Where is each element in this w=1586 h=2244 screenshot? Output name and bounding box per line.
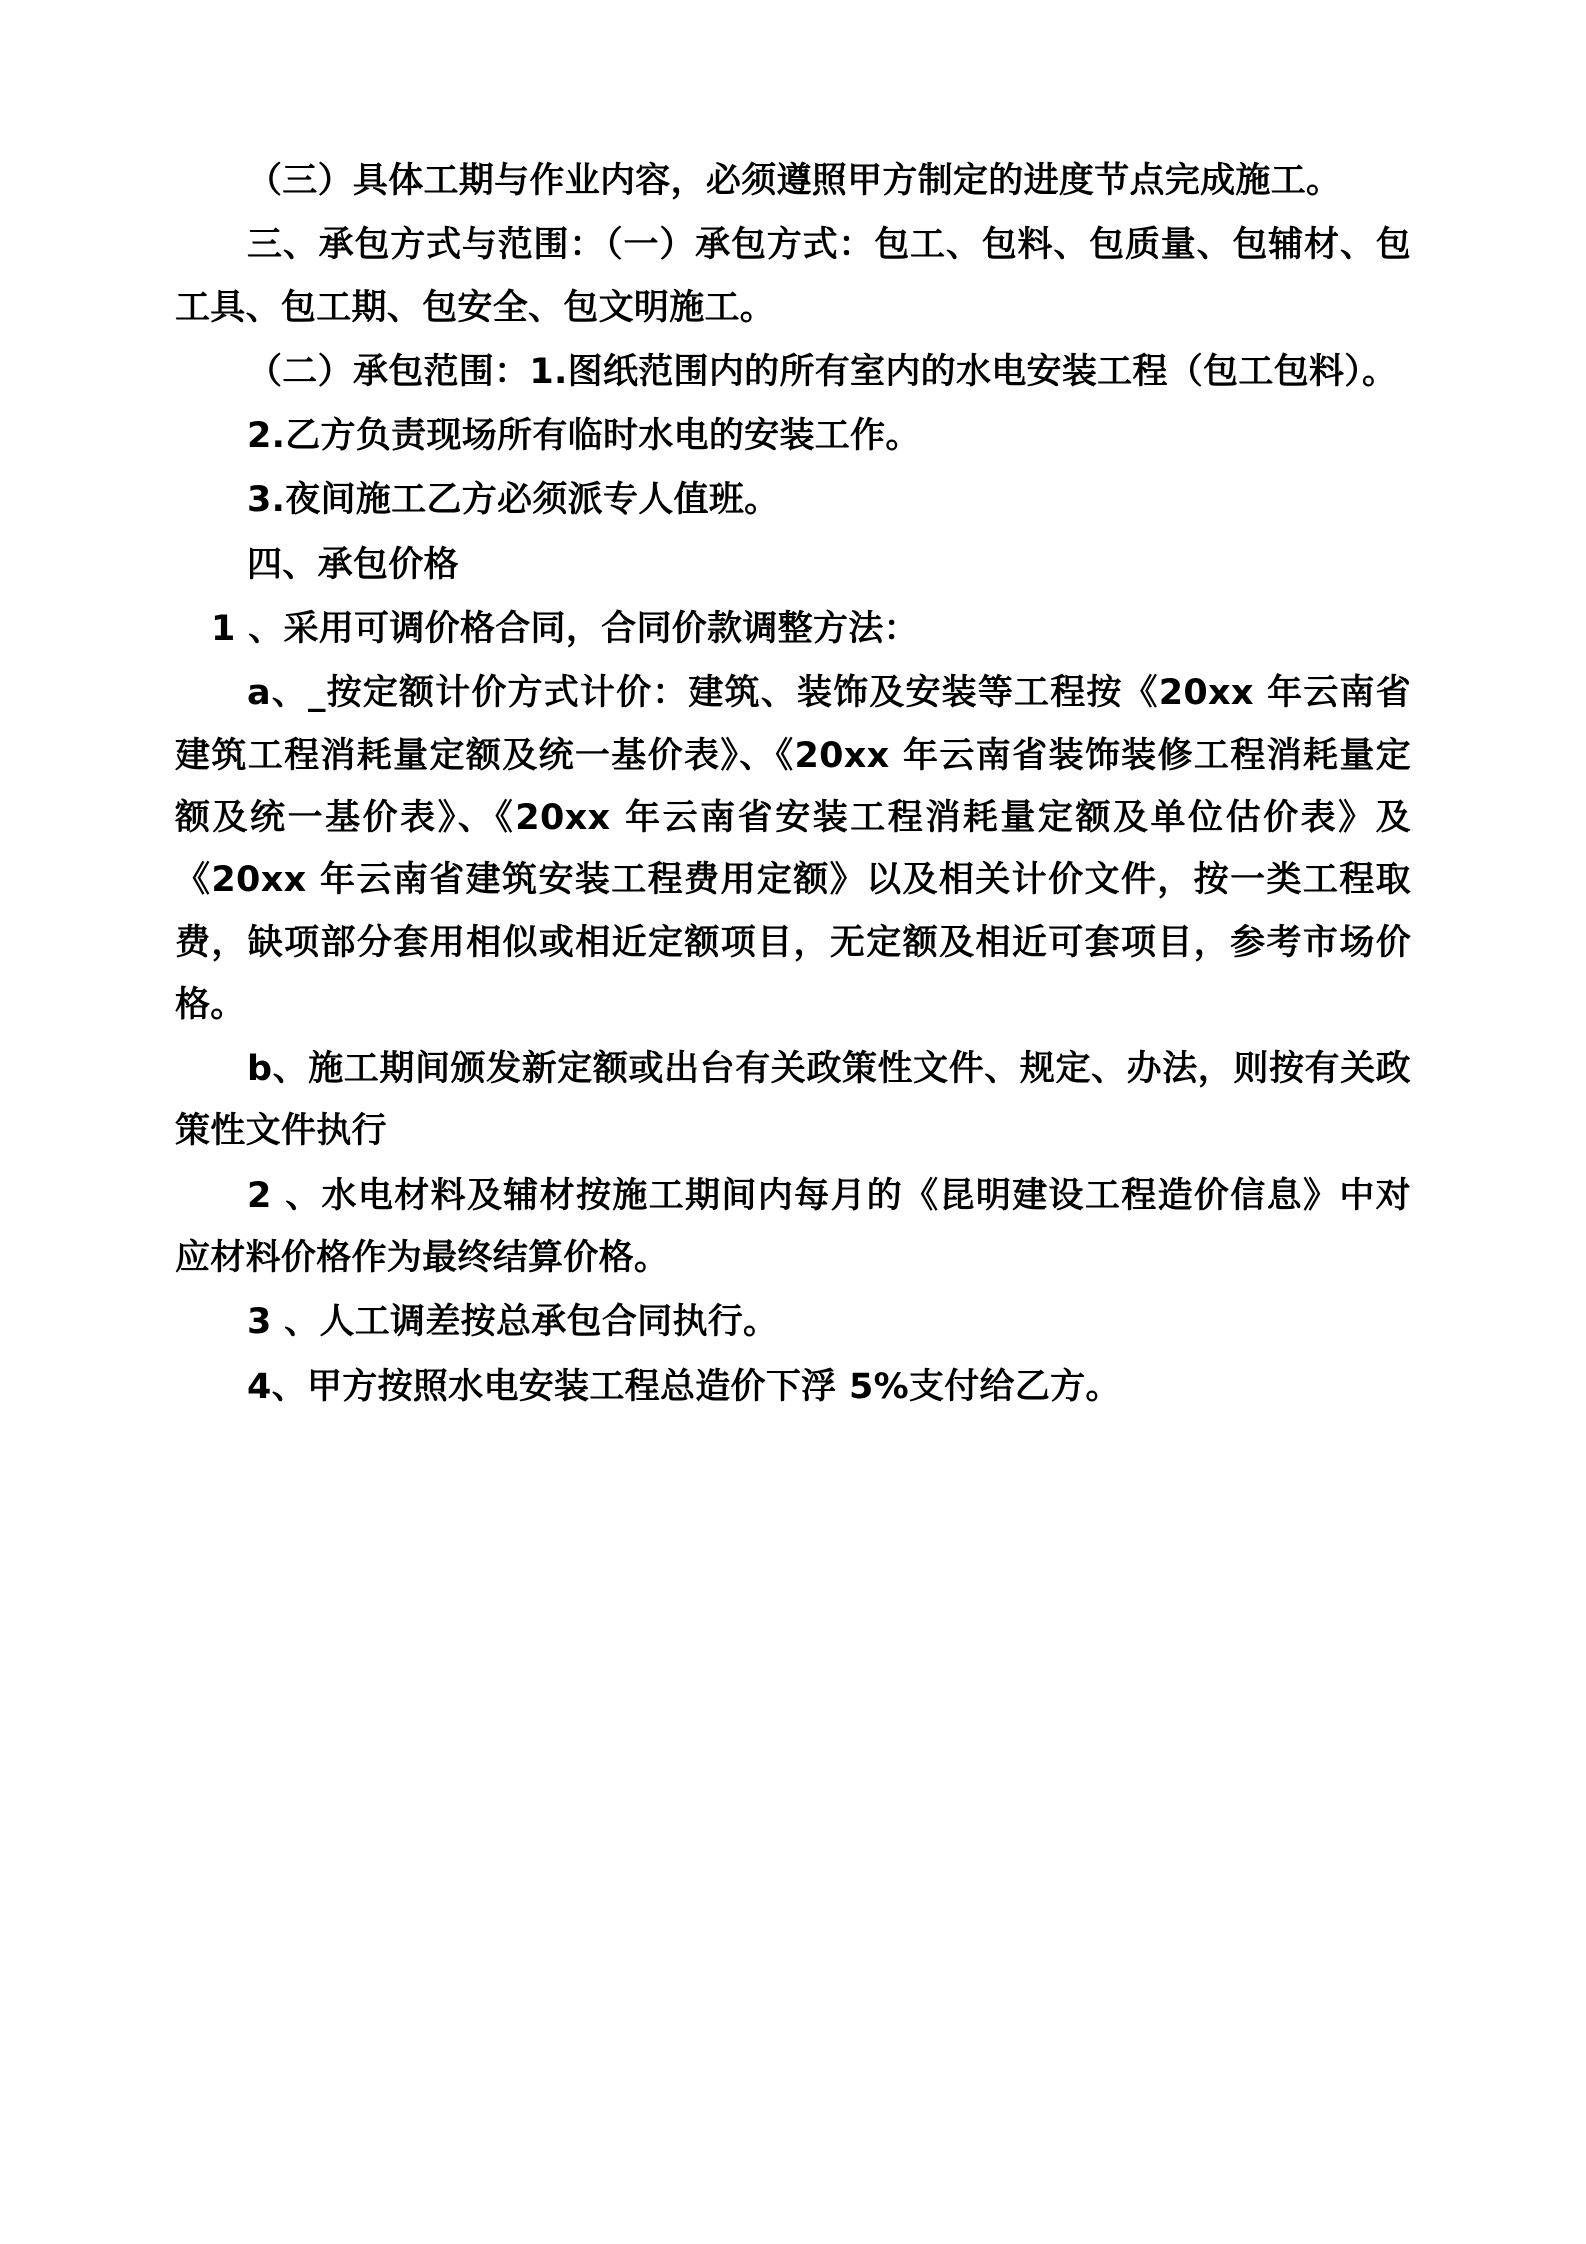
paragraph-schedule-clause: （三）具体工期与作业内容，必须遵照甲方制定的进度节点完成施工。 [247,161,1342,201]
paragraph-price-a: a、_按定额计价方式计价：建筑、装饰及安装等工程按《20xx 年云南省建筑工程消耗量定额及统一基价表》、《20xx 年云南省装饰装修工程消耗量定额及统一基价表》、《20xx 年云南省安装工程消耗量定额及单位估价表》及《20xx 年云南省建筑安装工程费用定额》以及相关计价文件，按一类工程取费，缺项部分套用相似或相近定额项目，无定额及相近可套项目，参考市场价格。 [175,673,1411,1025]
paragraph-price-3: 3 、人工调差按总承包合同执行。 [247,1302,779,1343]
paragraph-price-4: 4、甲方按照水电安装工程总造价下浮 5%支付给乙方。 [247,1366,1121,1407]
paragraph-section-four: 四、承包价格 [247,544,459,585]
paragraph-price-1: 1 、采用可调价格合同，合同价款调整方法： [211,609,919,650]
paragraph-section-three: 三、承包方式与范围：（一）承包方式：包工、包料、包质量、包辅材、包工具、包工期、包安全、包文明施工。 [175,225,1411,328]
paragraph-scope-2: 2.乙方负责现场所有临时水电的安装工作。 [247,416,921,457]
paragraph-price-2: 2 、水电材料及辅材按施工期间内每月的《昆明建设工程造价信息》中对应材料价格作为最终结算价格。 [175,1175,1411,1279]
document-body [175,150,1411,1418]
paragraph-scope-3: 3.夜间施工乙方必须派专人值班。 [247,480,780,521]
paragraph-price-b: b、施工期间颁发新定额或出台有关政策性文件、规定、办法，则按有关政策性文件执行 [175,1049,1411,1152]
paragraph-scope-1: （二）承包范围：1.图纸范围内的所有室内的水电安装工程（包工包料）。 [247,351,1398,392]
